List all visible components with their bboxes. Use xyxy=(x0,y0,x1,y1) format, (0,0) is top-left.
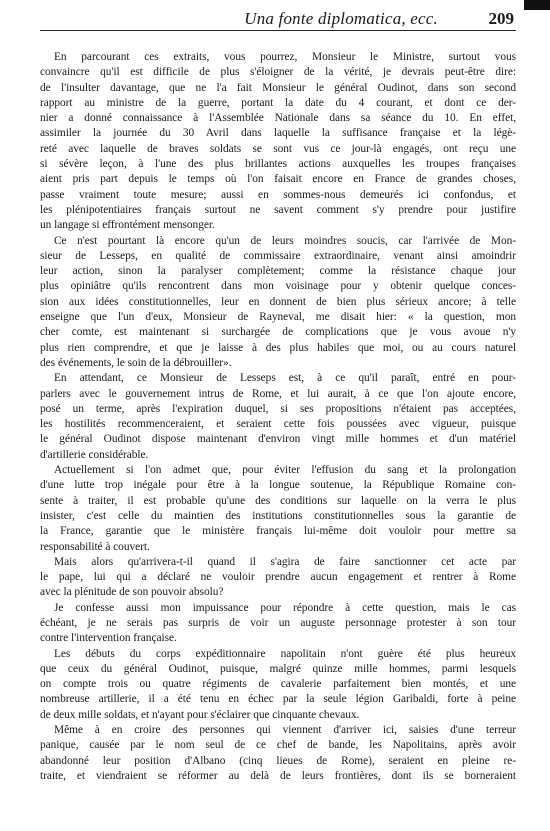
text-line: sieur de Lesseps, en qualité de commissaire extraordinaire, venant ainsi amoindrir xyxy=(40,249,516,262)
text-line: panique, causée par le nom seul de ce chef de bande, les Napolitains, après avoir xyxy=(40,739,516,752)
text-line: de l'insulter davantage, que ne l'a fait Monsieur le général Oudinot, dans son second xyxy=(40,81,516,94)
text-line: aient pris part depuis le temps où l'on faisait encore en France de grandes choses, xyxy=(40,173,516,186)
text-line: cher comte, est maintenant si surchargée de complications que je vous avoue n'y xyxy=(40,326,516,339)
text-line: nier a donné connaissance à l'Assemblée Nationale dans sa séance du 10. En effet, xyxy=(40,112,516,125)
text-line: En parcourant ces extraits, vous pourrez, Monsieur le Ministre, surtout vous xyxy=(54,51,516,63)
text-line: on compte trois ou quatre régiments de cavalerie parfaitement bien montés, et une xyxy=(40,678,516,691)
text-line: En attendant, ce Monsieur de Lesseps est, à ce qu'il paraît, entré en pour- xyxy=(54,372,516,385)
text-line: abandonné leur position d'Albano (cinq lieues de Rome), seraient en pleine re- xyxy=(40,754,516,767)
text-line: enseigne que l'un d'eux, Monsieur de Rayneval, me disait hier: « la question, mon xyxy=(40,311,516,324)
paragraph xyxy=(40,371,516,463)
text-line: reté avec laquelle de braves soldats se sont vus ce jour-là engagés, ont reçu une xyxy=(40,142,516,155)
text-line: échéant, je ne serais pas surpris de voir un auguste personnage protester à son tour xyxy=(40,616,516,629)
paragraph xyxy=(40,601,516,647)
text-line: le général Oudinot dispose maintenant d'environ vingt mille hommes et d'un matériel xyxy=(40,433,516,446)
text-line: d'une lutte trop inégale pour être à la longue soutenue, la République Romaine con- xyxy=(40,479,516,492)
paragraph xyxy=(40,234,516,372)
text-line: rapport au ministre de la guerre, portant la date du 4 courant, et dont ce der- xyxy=(40,96,516,109)
body-text xyxy=(40,50,516,784)
text-line: parlers avec le gouvernement intrus de Rome, et lui aurait, à ce que l'on ajoute encore, xyxy=(40,387,516,400)
text-line: nombreuse artillerie, il a été tenu en échec par la seule légion Garibaldi, forte à peine xyxy=(40,693,516,706)
text-line: sion aux idées constitutionnelles, leur en donnent de bien plus sérieux ancore; à telle xyxy=(40,295,516,308)
paragraph xyxy=(40,723,516,784)
text-line: Les débuts du corps expéditionnaire napolitain n'ont guère été plus heureux xyxy=(54,647,516,660)
text-line: plus rien comprendre, et que je laisse à des plus habiles que moi, ou au cours naturel xyxy=(40,341,516,354)
text-line: leur action, sinon la paralyser complètement; comme la résistance chaque jour xyxy=(40,265,516,278)
text-line: assimiler la journée du 30 Avril dans laquelle la suffisance française et la légè- xyxy=(40,127,516,140)
paragraph xyxy=(40,463,516,555)
text-line: d'artillerie considérable. xyxy=(40,448,149,461)
text-line: plus opiniâtre qu'ils rencontrent dans mon voisinage pour y obtenir quelque conces- xyxy=(40,280,516,293)
paragraph xyxy=(40,50,516,234)
text-line: traite, et viendraient se réformer au delà de leurs frontières, dont ils se borneraient xyxy=(40,769,516,782)
text-line: les hostilités recommenceraient, et seraient cette fois poussées avec vigueur, puisque xyxy=(40,418,516,431)
text-line: des événements, le soin de la débrouiller». xyxy=(40,356,232,369)
text-line: que ceux du général Oudinot, puisque, malgré quinze mille hommes, parmi lesquels xyxy=(40,662,516,675)
text-line: contre l'intervention française. xyxy=(40,632,177,645)
text-line: le pape, lui qui a déclaré ne vouloir prendre aucun engagement et rentrer à Rome xyxy=(40,571,516,584)
text-line: Même à en croire des personnes qui viennent d'arriver ici, saisies d'une terreur xyxy=(54,724,516,737)
text-line: Je confesse aussi mon impuissance pour répondre à cette question, mais le cas xyxy=(54,601,516,614)
text-line: posé un terme, après l'expiration duquel, si ses propositions n'étaient pas acceptées, xyxy=(40,402,516,415)
page-number: 209 xyxy=(488,9,514,28)
text-line: convaincre qu'il est difficile de plus s'éloigner de la vérité, je devrais peut-être dire: xyxy=(40,66,516,79)
text-line: les plénipotentiaires français surtout ne savent comment s'y prendre pour justifire xyxy=(40,203,516,216)
page-header xyxy=(40,6,516,31)
text-line: si sévère leçon, à l'une des plus brillantes actions auxquelles les troupes françaises xyxy=(40,158,516,171)
text-line: avec la plénitude de son pouvoir absolu? xyxy=(40,586,224,599)
text-line: de deux mille soldats, et n'ayant pour s'éclairer que cinquante chevaux. xyxy=(40,708,360,721)
paragraph xyxy=(40,647,516,723)
text-line: passe vraiment toute mesure; aussi en sommes-nous demeurés ici confondus, et xyxy=(40,188,516,201)
text-line: responsabilité à couvert. xyxy=(40,540,150,553)
text-line: insister, c'est celle du maintien des institutions constitutionnelles sous la garantie de xyxy=(40,509,516,522)
running-title: Una fonte diplomatica, ecc. xyxy=(244,9,438,28)
paragraph xyxy=(40,555,516,601)
text-line: un langage si effrontément mensonger. xyxy=(40,219,215,232)
text-line: Ce n'est pourtant là encore qu'un de leurs moindres soucis, car l'arrivée de Mon- xyxy=(54,234,516,247)
text-line: Mais alors qu'arrivera-t-il quand il s'agira de faire sanctionner cet acte par xyxy=(54,555,516,568)
scan-corner-mark xyxy=(524,0,550,10)
text-line: sente à traiter, il est probable qu'une des conditions sur laquelle on la verra le plus xyxy=(40,494,516,507)
text-line: la France, garantie que le ministère français lui-même doit vouloir pour mettre sa xyxy=(40,525,516,538)
text-line: Actuellement si l'on admet que, pour éviter l'effusion du sang et la prolongation xyxy=(54,464,516,477)
